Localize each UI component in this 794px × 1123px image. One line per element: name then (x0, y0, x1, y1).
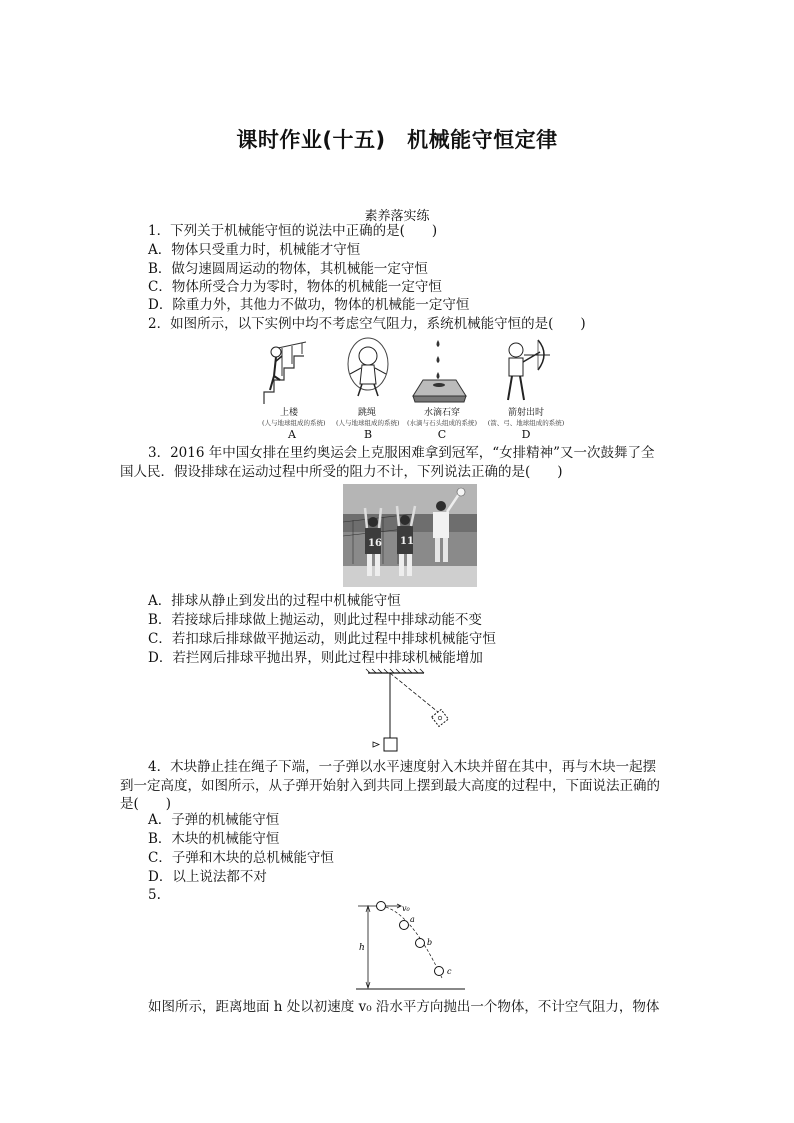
q3-volleyball-photo (343, 484, 477, 587)
q3-option-d: D．若拦网后排球平抛出界，则此过程中排球机械能增加 (148, 650, 483, 666)
q5-number: 5. (148, 887, 161, 903)
q5-projectile-figure (350, 898, 470, 996)
panel-a-stairs-figure (264, 342, 306, 404)
jersey-number-16: 16 (368, 538, 382, 549)
q4-line-1: 4．木块静止挂在绳子下端，一子弹以水平速度射入木块并留在其中，再与木块一起摆 (148, 759, 657, 775)
q1-option-b: B．做匀速圆周运动的物体，其机械能一定守恒 (148, 261, 428, 277)
q1-stem: 1．下列关于机械能守恒的说法中正确的是( ) (148, 223, 438, 239)
page-title: 课时作业(十五) 机械能守恒定律 (236, 128, 558, 152)
q2-panel-b-label: 跳绳 (357, 408, 376, 418)
c-label: c (447, 967, 452, 976)
q4-pendulum-figure (360, 668, 464, 754)
q2-panel-b-sub: (人与地球组成的系统) (336, 419, 400, 427)
q2-panel-a-sub: (人与地球组成的系统) (262, 419, 326, 427)
q1-option-a: A．物体只受重力时，机械能才守恒 (148, 242, 361, 258)
b-label: b (427, 938, 433, 947)
q4-option-a: A．子弹的机械能守恒 (148, 812, 280, 828)
q2-panel-d-label: 箭射出时 (507, 408, 544, 418)
q4-option-b: B．木块的机械能守恒 (148, 831, 280, 847)
q2-panel-c-label: 水滴石穿 (423, 408, 460, 418)
panel-b-jumprope-figure (348, 338, 388, 396)
q2-panel-a-label: 上楼 (279, 408, 298, 418)
a-label: a (410, 915, 415, 924)
h-label: h (359, 943, 365, 953)
q4-line-2: 到一定高度，如图所示，从子弹开始射入到共同上摆到最大高度的过程中，下面说法正确的 (120, 778, 660, 794)
q4-line-3: 是( ) (120, 796, 172, 812)
q5-text: 如图所示，距离地面 h 处以初速度 v₀ 沿水平方向抛出一个物体，不计空气阻力，物体 (148, 999, 660, 1015)
q3-option-c: C．若扣球后排球做平抛运动，则此过程中排球机械能守恒 (148, 631, 496, 647)
q2-letter-d: D (521, 428, 531, 441)
q2-figure (258, 334, 552, 406)
v0-label: v₀ (402, 904, 410, 913)
section-heading: 素养落实练 (364, 209, 430, 224)
q3-line-1: 3．2016 年中国女排在里约奥运会上克服困难拿到冠军，“女排精神”又一次鼓舞了全 (148, 445, 655, 461)
q2-letter-a: A (288, 428, 296, 441)
panel-d-archer-figure (508, 340, 550, 400)
jersey-number-11: 11 (400, 536, 414, 547)
q2-stem: 2．如图所示，以下实例中均不考虑空气阻力，系统机械能守恒的是( ) (148, 316, 586, 332)
q2-letter-b: B (363, 428, 373, 441)
q2-letter-c: C (437, 428, 447, 441)
q3-line-2: 国人民．假设排球在运动过程中所受的阻力不计，下列说法正确的是( ) (120, 464, 563, 480)
q1-option-d: D．除重力外，其他力不做功，物体的机械能一定守恒 (148, 297, 470, 313)
panel-c-waterdrop-figure (413, 340, 466, 402)
q4-option-c: C．子弹和木块的总机械能守恒 (148, 850, 334, 866)
q3-option-a: A．排球从静止到发出的过程中机械能守恒 (148, 593, 401, 609)
q4-option-d: D．以上说法都不对 (148, 869, 267, 885)
q2-panel-c-sub: (水滴与石头组成的系统) (406, 419, 478, 427)
q1-option-c: C．物体所受合力为零时，物体的机械能一定守恒 (148, 279, 442, 295)
q2-panel-d-sub: (箭、弓、地球组成的系统) (487, 419, 565, 427)
q3-option-b: B．若接球后排球做上抛运动，则此过程中排球动能不变 (148, 612, 482, 628)
